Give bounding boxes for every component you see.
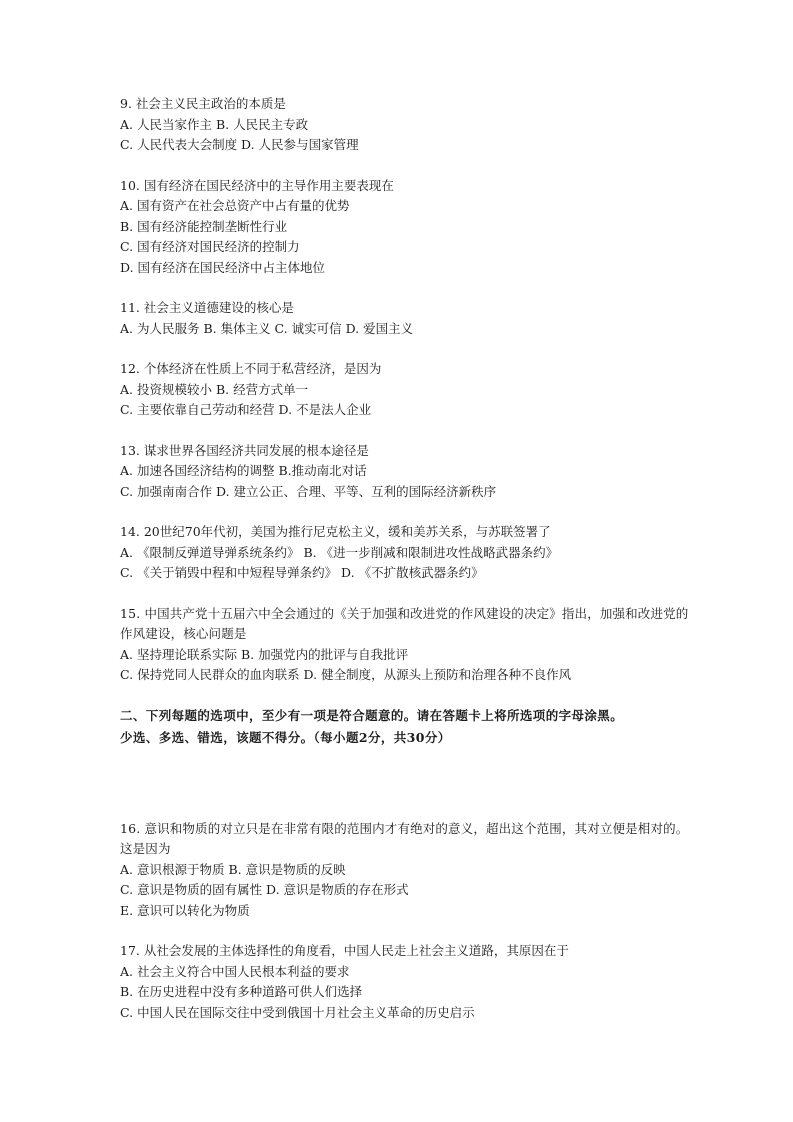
option-line: C. 主要依靠自己劳动和经营 D. 不是法人企业	[120, 402, 372, 417]
question-stem: 10. 国有经济在国民经济中的主导作用主要表现在	[120, 177, 394, 193]
question-stem: 15. 中国共产党十五届六中全会通过的《关于加强和改进党的作风建设的决定》指出，加强和改进党的作风建设，核心问题是	[120, 605, 689, 641]
option-line: A. 为人民服务 B. 集体主义 C. 诚实可信 D. 爱国主义	[120, 320, 414, 336]
option-line: A. 意识根源于物质 B. 意识是物质的反映	[120, 861, 346, 877]
question-16	[120, 819, 690, 922]
section-instruction-line1: 二、下列每题的选项中，至少有一项是符合题意的。请在答题卡上将所选项的字母涂黑。	[120, 707, 624, 723]
option-line: A. 加速各国经济结构的调整 B.推动南北对话	[120, 463, 367, 478]
option-line: C. 中国人民在国际交往中受到俄国十月社会主义革命的历史启示	[120, 1004, 475, 1020]
option-line: A. 国有资产在社会总资产中占有量的优势	[120, 198, 350, 213]
option-line: A. 坚持理论联系实际 B. 加强党内的批评与自我批评	[120, 646, 409, 662]
option-line: A. 《限制反弹道导弹系统条约》 B. 《进一步削减和限制进攻性战略武器条约》	[120, 544, 559, 560]
option-line: E. 意识可以转化为物质	[120, 902, 250, 918]
question-stem: 14. 20世纪70年代初，美国为推行尼克松主义，缓和美苏关系，与苏联签署了	[120, 524, 551, 539]
option-line: C. 国有经济对国民经济的控制力	[120, 239, 300, 254]
section-instruction-line2: 少选、多选、错选，该题不得分。（每小题2分，共30分）	[120, 730, 451, 745]
option-line: C. 保持党同人民群众的血肉联系 D. 健全制度，从源头上预防和治理各种不良作风	[120, 667, 572, 682]
question-13	[120, 441, 690, 503]
question-14	[120, 522, 690, 584]
question-stem: 12. 个体经济在性质上不同于私营经济，是因为	[120, 361, 382, 376]
exam-page	[120, 94, 690, 1043]
question-15	[120, 604, 690, 686]
question-10	[120, 176, 690, 279]
option-line: A. 投资规模较小 B. 经营方式单一	[120, 381, 309, 397]
section-heading	[120, 706, 690, 749]
question-stem: 16. 意识和物质的对立只是在非常有限的范围内才有绝对的意义，超出这个范围，其对立便是相对的。这是因为	[120, 820, 689, 856]
question-stem: 17. 从社会发展的主体选择性的角度看，中国人民走上社会主义道路，其原因在于	[120, 943, 569, 958]
question-stem: 11. 社会主义道德建设的核心是	[120, 300, 294, 315]
question-9	[120, 94, 690, 156]
option-line: B. 在历史进程中没有多种道路可供人们选择	[120, 984, 363, 999]
option-line: B. 国有经济能控制垄断性行业	[120, 218, 288, 234]
question-stem: 13. 谋求世界各国经济共同发展的根本途径是	[120, 442, 369, 458]
option-line: A. 人民当家作主 B. 人民民主专政	[120, 116, 309, 132]
option-line: C. 意识是物质的固有属性 D. 意识是物质的存在形式	[120, 882, 409, 897]
option-line: C. 人民代表大会制度 D. 人民参与国家管理	[120, 137, 359, 152]
section-spacer	[120, 749, 690, 819]
option-line: C. 《关于销毁中程和中短程导弹条约》 D. 《不扩散核武器条约》	[120, 565, 484, 580]
option-line: A. 社会主义符合中国人民根本利益的要求	[120, 963, 350, 979]
question-stem: 9. 社会主义民主政治的本质是	[120, 96, 286, 111]
question-12	[120, 359, 690, 421]
question-11	[120, 298, 690, 339]
question-17	[120, 941, 690, 1023]
option-line: C. 加强南南合作 D. 建立公正、合理、平等、互利的国际经济新秩序	[120, 483, 497, 499]
option-line: D. 国有经济在国民经济中占主体地位	[120, 259, 326, 275]
